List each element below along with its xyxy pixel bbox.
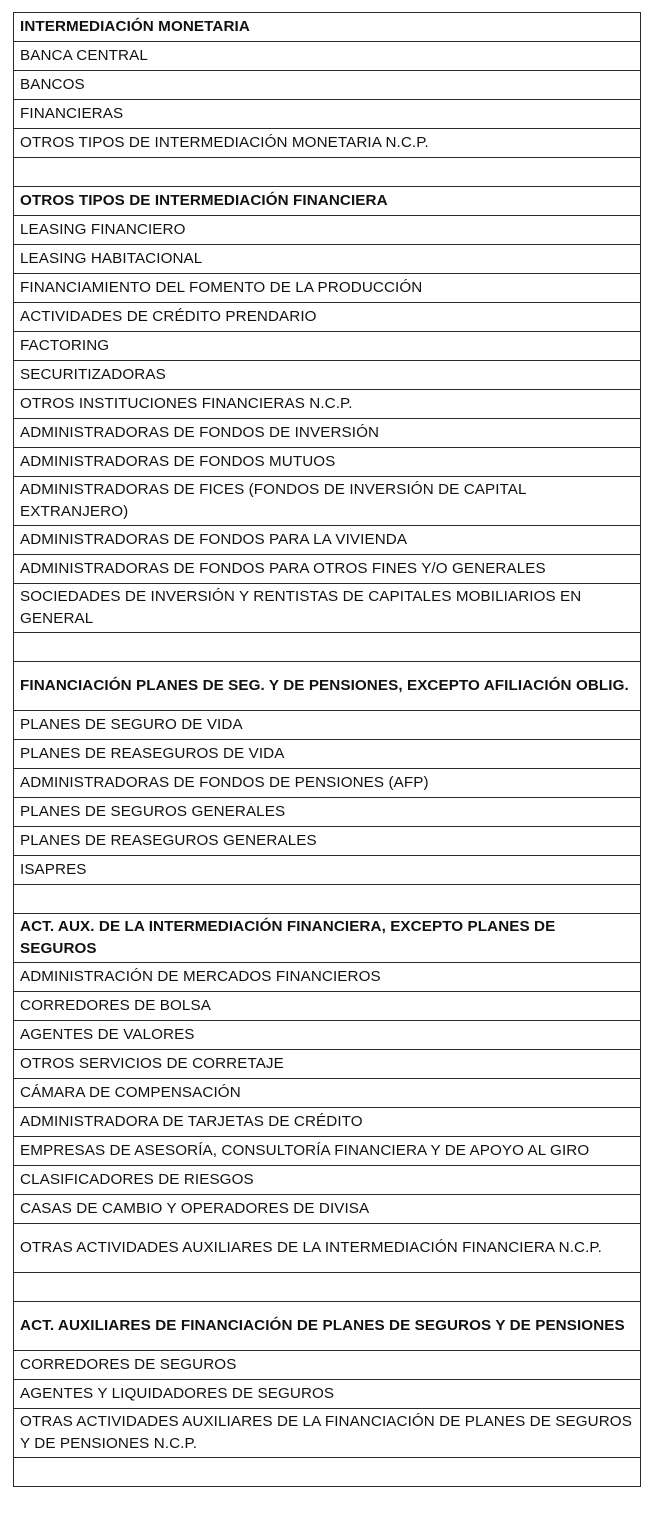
activity-cell: OTRAS ACTIVIDADES AUXILIARES DE LA FINANCIACIÓN DE PLANES DE SEGUROS Y DE PENSIONES N.C.P. <box>14 1409 641 1458</box>
table-row <box>14 390 641 419</box>
activity-cell: SOCIEDADES DE INVERSIÓN Y RENTISTAS DE CAPITALES MOBILIARIOS EN GENERAL <box>14 584 641 633</box>
section-heading: OTROS TIPOS DE INTERMEDIACIÓN FINANCIERA <box>14 187 641 216</box>
activity-cell: ACTIVIDADES DE CRÉDITO PRENDARIO <box>14 303 641 332</box>
table-row <box>14 274 641 303</box>
activity-cell: ADMINISTRADORAS DE FONDOS DE PENSIONES (AFP) <box>14 769 641 798</box>
blank-row <box>14 885 641 914</box>
table-row <box>14 1195 641 1224</box>
activity-cell: PLANES DE SEGURO DE VIDA <box>14 711 641 740</box>
activity-cell: PLANES DE REASEGUROS DE VIDA <box>14 740 641 769</box>
activity-cell: CORREDORES DE SEGUROS <box>14 1351 641 1380</box>
table-row <box>14 448 641 477</box>
section-heading: INTERMEDIACIÓN MONETARIA <box>14 13 641 42</box>
table-row <box>14 1050 641 1079</box>
section-heading: ACT. AUXILIARES DE FINANCIACIÓN DE PLANES DE SEGUROS Y DE PENSIONES <box>14 1302 641 1351</box>
section-heading-row <box>14 187 641 216</box>
table-row <box>14 303 641 332</box>
activity-cell: AGENTES DE VALORES <box>14 1021 641 1050</box>
activity-table <box>13 12 641 1487</box>
blank-cell <box>14 1273 641 1302</box>
activity-cell: ADMINISTRADORAS DE FICES (FONDOS DE INVERSIÓN DE CAPITAL EXTRANJERO) <box>14 477 641 526</box>
table-row <box>14 216 641 245</box>
activity-cell: BANCA CENTRAL <box>14 42 641 71</box>
activity-cell: AGENTES Y LIQUIDADORES DE SEGUROS <box>14 1380 641 1409</box>
table-row <box>14 129 641 158</box>
table-row <box>14 361 641 390</box>
activity-cell: OTRAS ACTIVIDADES AUXILIARES DE LA INTERMEDIACIÓN FINANCIERA N.C.P. <box>14 1224 641 1273</box>
table-row <box>14 1409 641 1458</box>
table-row <box>14 419 641 448</box>
activity-cell: EMPRESAS DE ASESORÍA, CONSULTORÍA FINANCIERA Y DE APOYO AL GIRO <box>14 1137 641 1166</box>
table-row <box>14 1108 641 1137</box>
activity-cell: BANCOS <box>14 71 641 100</box>
table-row <box>14 769 641 798</box>
table-row <box>14 42 641 71</box>
blank-cell <box>14 633 641 662</box>
activity-cell: FINANCIAMIENTO DEL FOMENTO DE LA PRODUCCIÓN <box>14 274 641 303</box>
blank-row <box>14 1458 641 1487</box>
table-row <box>14 1380 641 1409</box>
table-row <box>14 477 641 526</box>
section-heading-row <box>14 914 641 963</box>
table-row <box>14 526 641 555</box>
activity-cell: OTROS SERVICIOS DE CORRETAJE <box>14 1050 641 1079</box>
activity-cell: ADMINISTRADORAS DE FONDOS PARA OTROS FINES Y/O GENERALES <box>14 555 641 584</box>
table-row <box>14 740 641 769</box>
activity-cell: CASAS DE CAMBIO Y OPERADORES DE DIVISA <box>14 1195 641 1224</box>
activity-cell: CÁMARA DE COMPENSACIÓN <box>14 1079 641 1108</box>
section-heading-row <box>14 1302 641 1351</box>
table-row <box>14 1021 641 1050</box>
table-row <box>14 963 641 992</box>
activity-cell: ADMINISTRADORAS DE FONDOS MUTUOS <box>14 448 641 477</box>
activity-cell: PLANES DE SEGUROS GENERALES <box>14 798 641 827</box>
activity-cell: ADMINISTRADORA DE TARJETAS DE CRÉDITO <box>14 1108 641 1137</box>
blank-row <box>14 633 641 662</box>
table-row <box>14 1079 641 1108</box>
activity-cell: ISAPRES <box>14 856 641 885</box>
blank-row <box>14 1273 641 1302</box>
table-row <box>14 827 641 856</box>
activity-cell: LEASING HABITACIONAL <box>14 245 641 274</box>
activity-cell: ADMINISTRADORAS DE FONDOS PARA LA VIVIENDA <box>14 526 641 555</box>
activity-cell: PLANES DE REASEGUROS GENERALES <box>14 827 641 856</box>
blank-cell <box>14 1458 641 1487</box>
table-row <box>14 1351 641 1380</box>
activity-cell: OTROS TIPOS DE INTERMEDIACIÓN MONETARIA N.C.P. <box>14 129 641 158</box>
table-row <box>14 856 641 885</box>
section-heading-row <box>14 662 641 711</box>
table-row <box>14 245 641 274</box>
table-row <box>14 1137 641 1166</box>
section-heading-row <box>14 13 641 42</box>
activity-cell: CLASIFICADORES DE RIESGOS <box>14 1166 641 1195</box>
activity-cell: FACTORING <box>14 332 641 361</box>
activity-cell: CORREDORES DE BOLSA <box>14 992 641 1021</box>
table-row <box>14 1224 641 1273</box>
blank-cell <box>14 885 641 914</box>
table-row <box>14 798 641 827</box>
table-row <box>14 100 641 129</box>
blank-row <box>14 158 641 187</box>
activity-cell: OTROS INSTITUCIONES FINANCIERAS N.C.P. <box>14 390 641 419</box>
activity-cell: ADMINISTRADORAS DE FONDOS DE INVERSIÓN <box>14 419 641 448</box>
activity-cell: SECURITIZADORAS <box>14 361 641 390</box>
table-row <box>14 992 641 1021</box>
activity-cell: ADMINISTRACIÓN DE MERCADOS FINANCIEROS <box>14 963 641 992</box>
table-row <box>14 1166 641 1195</box>
table-row <box>14 584 641 633</box>
section-heading: ACT. AUX. DE LA INTERMEDIACIÓN FINANCIERA, EXCEPTO PLANES DE SEGUROS <box>14 914 641 963</box>
table-row <box>14 555 641 584</box>
table-row <box>14 711 641 740</box>
blank-cell <box>14 158 641 187</box>
table-row <box>14 71 641 100</box>
table-row <box>14 332 641 361</box>
activity-cell: FINANCIERAS <box>14 100 641 129</box>
activity-cell: LEASING FINANCIERO <box>14 216 641 245</box>
section-heading: FINANCIACIÓN PLANES DE SEG. Y DE PENSIONES, EXCEPTO AFILIACIÓN OBLIG. <box>14 662 641 711</box>
